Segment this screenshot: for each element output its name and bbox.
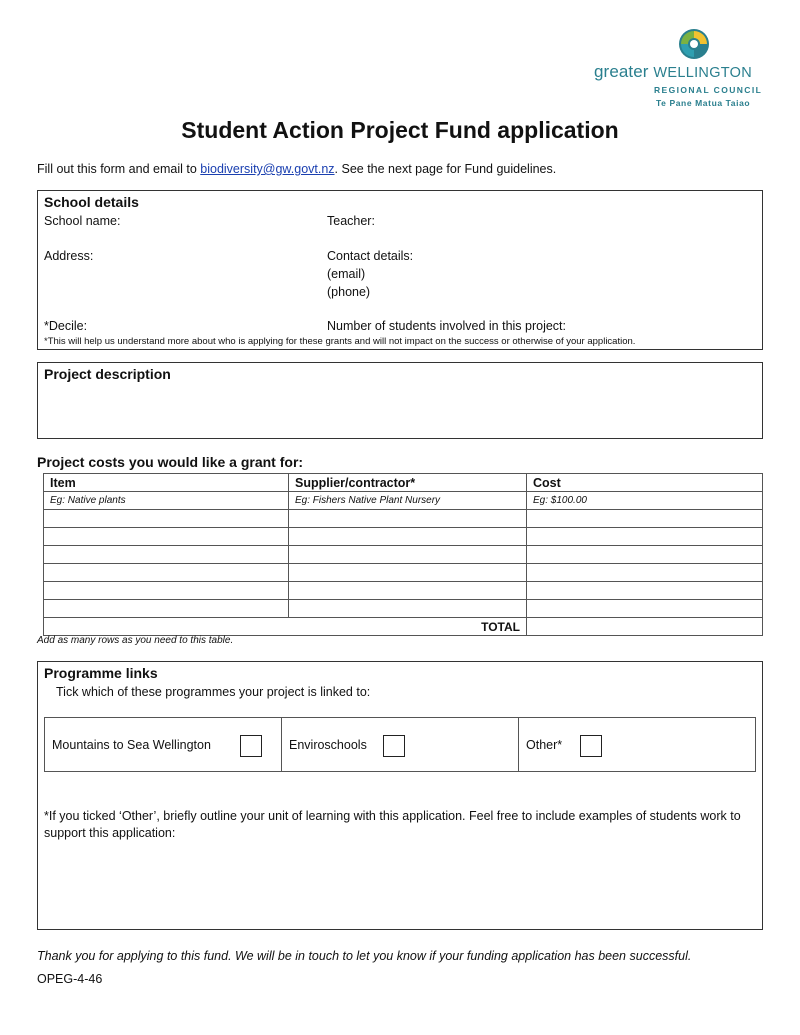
option-enviroschools-label: Enviroschools: [289, 738, 367, 752]
costs-heading: Project costs you would like a grant for:: [37, 454, 304, 470]
school-details-heading: School details: [44, 194, 139, 210]
cost-cell[interactable]: [527, 564, 763, 582]
email-label: (email): [327, 267, 366, 281]
option-other-label: Other*: [526, 738, 563, 752]
supplier-cell[interactable]: [289, 510, 527, 528]
page-title: Student Action Project Fund application: [181, 117, 619, 143]
supplier-cell[interactable]: [289, 546, 527, 564]
supplier-cell[interactable]: [289, 564, 527, 582]
table-row[interactable]: [44, 600, 763, 618]
supplier-cell[interactable]: [289, 528, 527, 546]
council-logo-icon: [678, 28, 710, 60]
school-name-label: School name:: [44, 214, 121, 228]
option-mountains-to-sea-label: Mountains to Sea Wellington: [52, 738, 211, 752]
decile-note: *This will help us understand more about who is applying for these grants and will not impact on the success or otherwise of your application.: [44, 336, 636, 347]
cost-cell[interactable]: [527, 546, 763, 564]
other-note: *If you ticked ‘Other’, briefly outline your unit of learning with this application. Feel free to include examples of students work to support this application:: [44, 809, 741, 840]
item-cell[interactable]: [44, 600, 289, 618]
email-link[interactable]: biodiversity@gw.govt.nz: [200, 162, 335, 176]
table-row[interactable]: [44, 564, 763, 582]
logo-maori-name: Te Pane Matua Taiao: [656, 98, 751, 108]
table-row[interactable]: [44, 528, 763, 546]
col-cost-header: Cost: [527, 474, 763, 492]
col-supplier-header: Supplier/contractor*: [289, 474, 527, 492]
decile-label: *Decile:: [44, 319, 88, 333]
logo-wellington: WELLINGTON: [653, 65, 753, 81]
total-row: [44, 618, 763, 636]
item-cell[interactable]: [44, 564, 289, 582]
other-checkbox[interactable]: [580, 735, 602, 757]
intro-before: Fill out this form and email to: [37, 162, 201, 176]
example-cost: Eg: $100.00: [527, 492, 763, 510]
total-label: TOTAL: [44, 618, 527, 636]
programme-links-section: [37, 661, 763, 930]
table-row[interactable]: [44, 510, 763, 528]
contact-label: Contact details:: [327, 249, 414, 263]
item-cell[interactable]: [44, 510, 289, 528]
phone-label: (phone): [327, 285, 371, 299]
project-description-heading: Project description: [44, 366, 171, 382]
supplier-cell[interactable]: [289, 600, 527, 618]
example-supplier: Eg: Fishers Native Plant Nursery: [289, 492, 527, 510]
logo-council: REGIONAL COUNCIL: [654, 85, 763, 95]
cost-cell[interactable]: [527, 582, 763, 600]
intro-text: [37, 162, 556, 176]
example-item: Eg: Native plants: [44, 492, 289, 510]
teacher-label: Teacher:: [327, 214, 375, 228]
item-cell[interactable]: [44, 528, 289, 546]
form-code: OPEG-4-46: [37, 972, 103, 986]
address-label: Address:: [44, 249, 94, 263]
costs-footnote: Add as many rows as you need to this table.: [37, 635, 234, 646]
enviroschools-checkbox[interactable]: [383, 735, 405, 757]
item-cell[interactable]: [44, 546, 289, 564]
table-header-row: [44, 474, 763, 492]
table-row[interactable]: [44, 582, 763, 600]
table-row[interactable]: [44, 546, 763, 564]
students-count-label: Number of students involved in this project:: [327, 319, 567, 333]
logo-wordmark: [594, 62, 752, 82]
table-row-example: [44, 492, 763, 510]
divider: [518, 717, 519, 772]
supplier-cell[interactable]: [289, 582, 527, 600]
cost-cell[interactable]: [527, 510, 763, 528]
cost-cell[interactable]: [527, 600, 763, 618]
total-cost-cell[interactable]: [527, 618, 763, 636]
costs-table: [43, 473, 763, 636]
thank-you-note: Thank you for applying to this fund. We will be in touch to let you know if your funding application has been successful.: [37, 949, 692, 963]
programme-links-heading: Programme links: [44, 665, 158, 681]
programme-instruction: Tick which of these programmes your project is linked to:: [56, 685, 371, 699]
mountains-to-sea-checkbox[interactable]: [240, 735, 262, 757]
col-item-header: Item: [44, 474, 289, 492]
item-cell[interactable]: [44, 582, 289, 600]
intro-after: . See the next page for Fund guidelines.: [334, 162, 557, 176]
cost-cell[interactable]: [527, 528, 763, 546]
logo-greater: greater: [594, 62, 649, 81]
divider: [281, 717, 282, 772]
